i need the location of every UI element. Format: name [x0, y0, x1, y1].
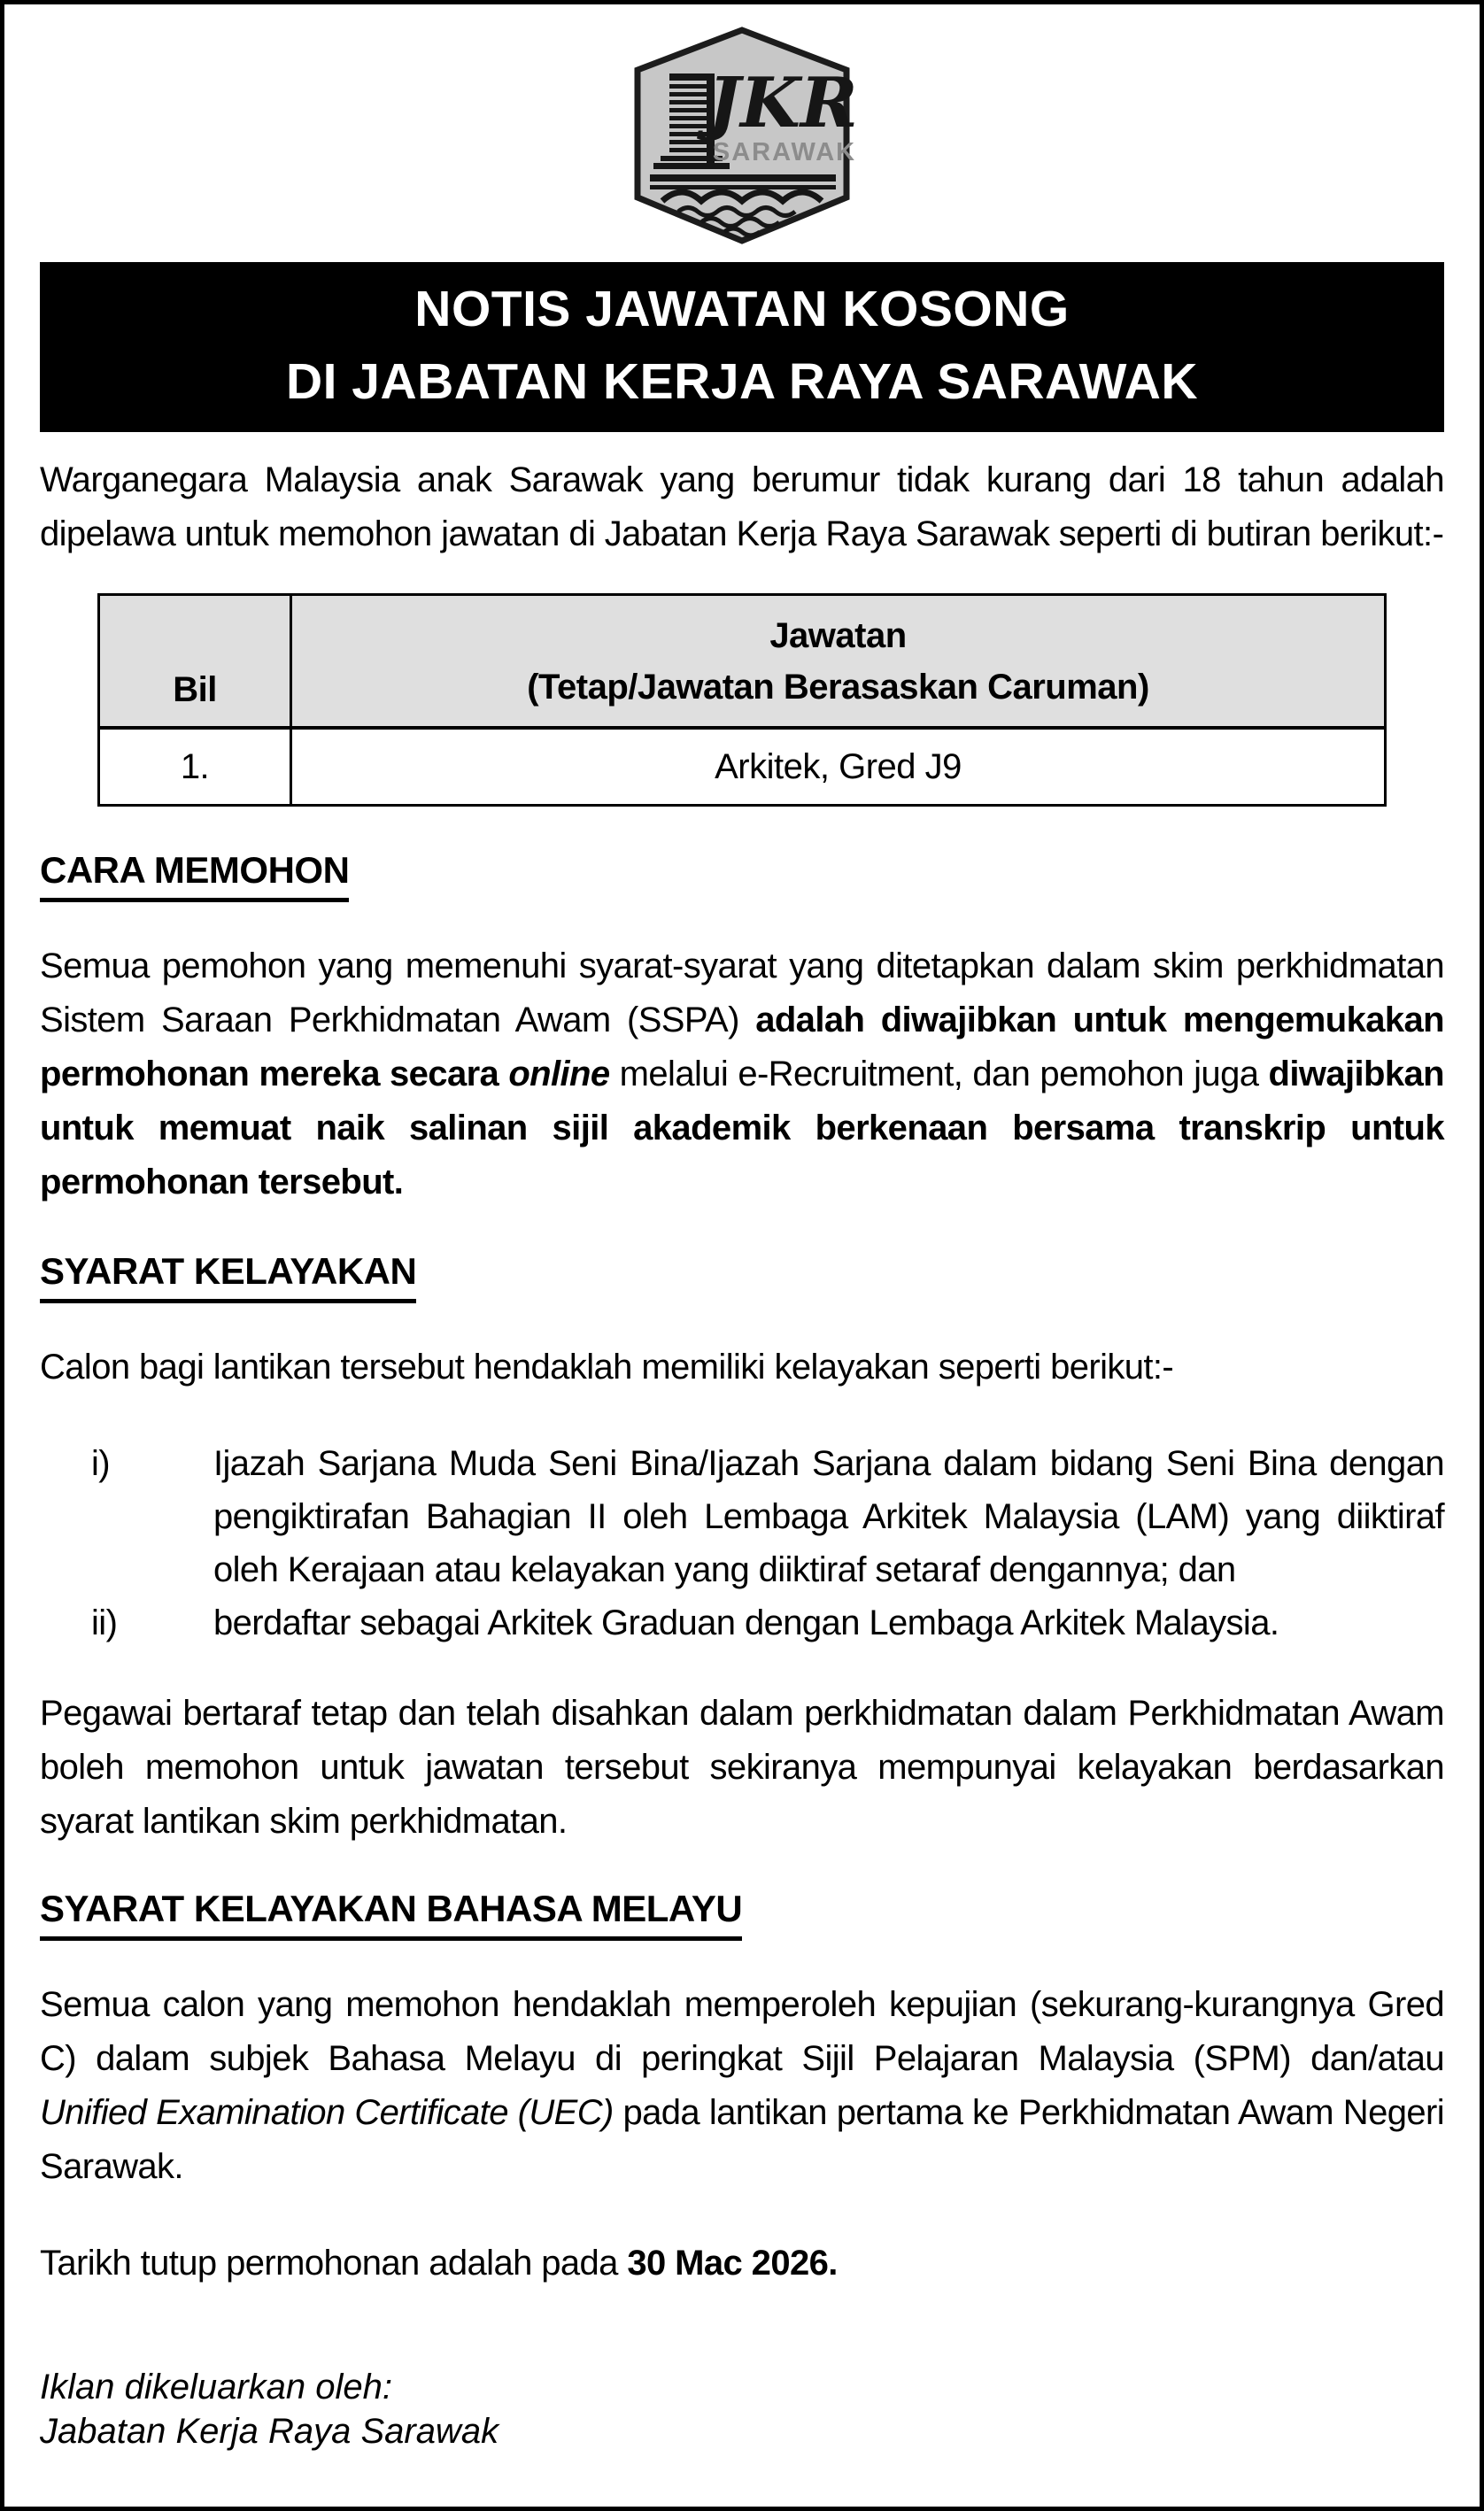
banner-line-1: NOTIS JAWATAN KOSONG [414, 281, 1070, 337]
closing-date-line: Tarikh tutup permohonan adalah pada 30 Mac 2026. [40, 2244, 838, 2283]
logo-container [40, 26, 1444, 250]
logo-sarawak-text: SARAWAK [712, 138, 857, 166]
table-header-jawatan [291, 595, 1386, 729]
cell-bil: 1. [99, 728, 291, 806]
issuer-name: Jabatan Kerja Raya Sarawak [40, 2412, 499, 2451]
list-item-marker: ii) [91, 1603, 118, 1642]
heading-syarat-kelayakan-text: SYARAT KELAYAKAN [40, 1250, 416, 1303]
banner-line-2: DI JABATAN KERJA RAYA SARAWAK [285, 353, 1199, 410]
table-header-row [99, 595, 1386, 729]
table-header-jawatan-line2: (Tetap/Jawatan Berasaskan Caruman) [527, 667, 1149, 707]
table-row [99, 728, 1386, 806]
syarat-kelayakan-note: Pegawai bertaraf tetap dan telah disahkan dalam perkhidmatan dalam Perkhidmatan Awam boleh memohon untuk jawatan tersebut sekiranya mempunyai kelayakan berdasarkan syarat lantikan skim perkhidmatan. [40, 1694, 1444, 1841]
cara-memohon-paragraph: Semua pemohon yang memenuhi syarat-syarat yang ditetapkan dalam skim perkhidmatan Sistem Saraan Perkhidmatan Awam (SSPA) adalah diwajibkan untuk mengemukakan permohonan mereka secara online melalui e-Recruitment, dan pemohon juga diwajibkan untuk memuat naik salinan sijil akademik berkenaan bersama transkrip untuk permohonan tersebut. [40, 946, 1445, 1201]
list-item-marker: i) [91, 1444, 111, 1483]
list-item-text: Ijazah Sarjana Muda Seni Bina/Ijazah Sarjana dalam bidang Seni Bina dengan pengiktirafan Bahagian II oleh Lembaga Arkitek Malaysia (LAM) yang diiktiraf oleh Kerajaan atau kelayakan yang diiktiraf setaraf dengannya; dan [213, 1444, 1444, 1589]
table-header-jawatan-line1: Jawatan [769, 615, 907, 655]
list-item [40, 1596, 1444, 1650]
requirement-list [40, 1437, 1444, 1650]
cell-jawatan: Arkitek, Gred J9 [291, 728, 1386, 806]
heading-cara-memohon [40, 849, 1444, 902]
list-item-text: berdaftar sebagai Arkitek Graduan dengan Lembaga Arkitek Malaysia. [213, 1603, 1279, 1642]
intro-paragraph: Warganegara Malaysia anak Sarawak yang berumur tidak kurang dari 18 tahun adalah dipelawa untuk memohon jawatan di Jabatan Kerja Raya Sarawak seperti di butiran berikut:- [40, 460, 1444, 553]
bahasa-melayu-paragraph: Semua calon yang memohon hendaklah memperoleh kepujian (sekurang-kurangnya Gred C) dalam subjek Bahasa Melayu di peringkat Sijil Pelajaran Malaysia (SPM) dan/atau Unified Examination Certificate (UEC) pada lantikan pertama ke Perkhidmatan Awam Negeri Sarawak. [40, 1985, 1445, 2186]
notice-title-banner [40, 262, 1444, 432]
heading-cara-memohon-text: CARA MEMOHON [40, 849, 349, 902]
heading-syarat-kelayakan [40, 1250, 1444, 1303]
syarat-kelayakan-lead: Calon bagi lantikan tersebut hendaklah memiliki kelayakan seperti berikut:- [40, 1348, 1174, 1387]
table-header-bil: Bil [99, 595, 291, 729]
logo-jkr-text: JKR [707, 63, 858, 143]
issuer-block [40, 2365, 1444, 2453]
jkr-sarawak-logo-icon [609, 26, 875, 245]
list-item [40, 1437, 1444, 1596]
vacancy-table [97, 593, 1387, 807]
heading-bahasa-melayu-text: SYARAT KELAYAKAN BAHASA MELAYU [40, 1888, 742, 1941]
issuer-label: Iklan dikeluarkan oleh: [40, 2368, 393, 2407]
heading-bahasa-melayu [40, 1888, 1444, 1941]
